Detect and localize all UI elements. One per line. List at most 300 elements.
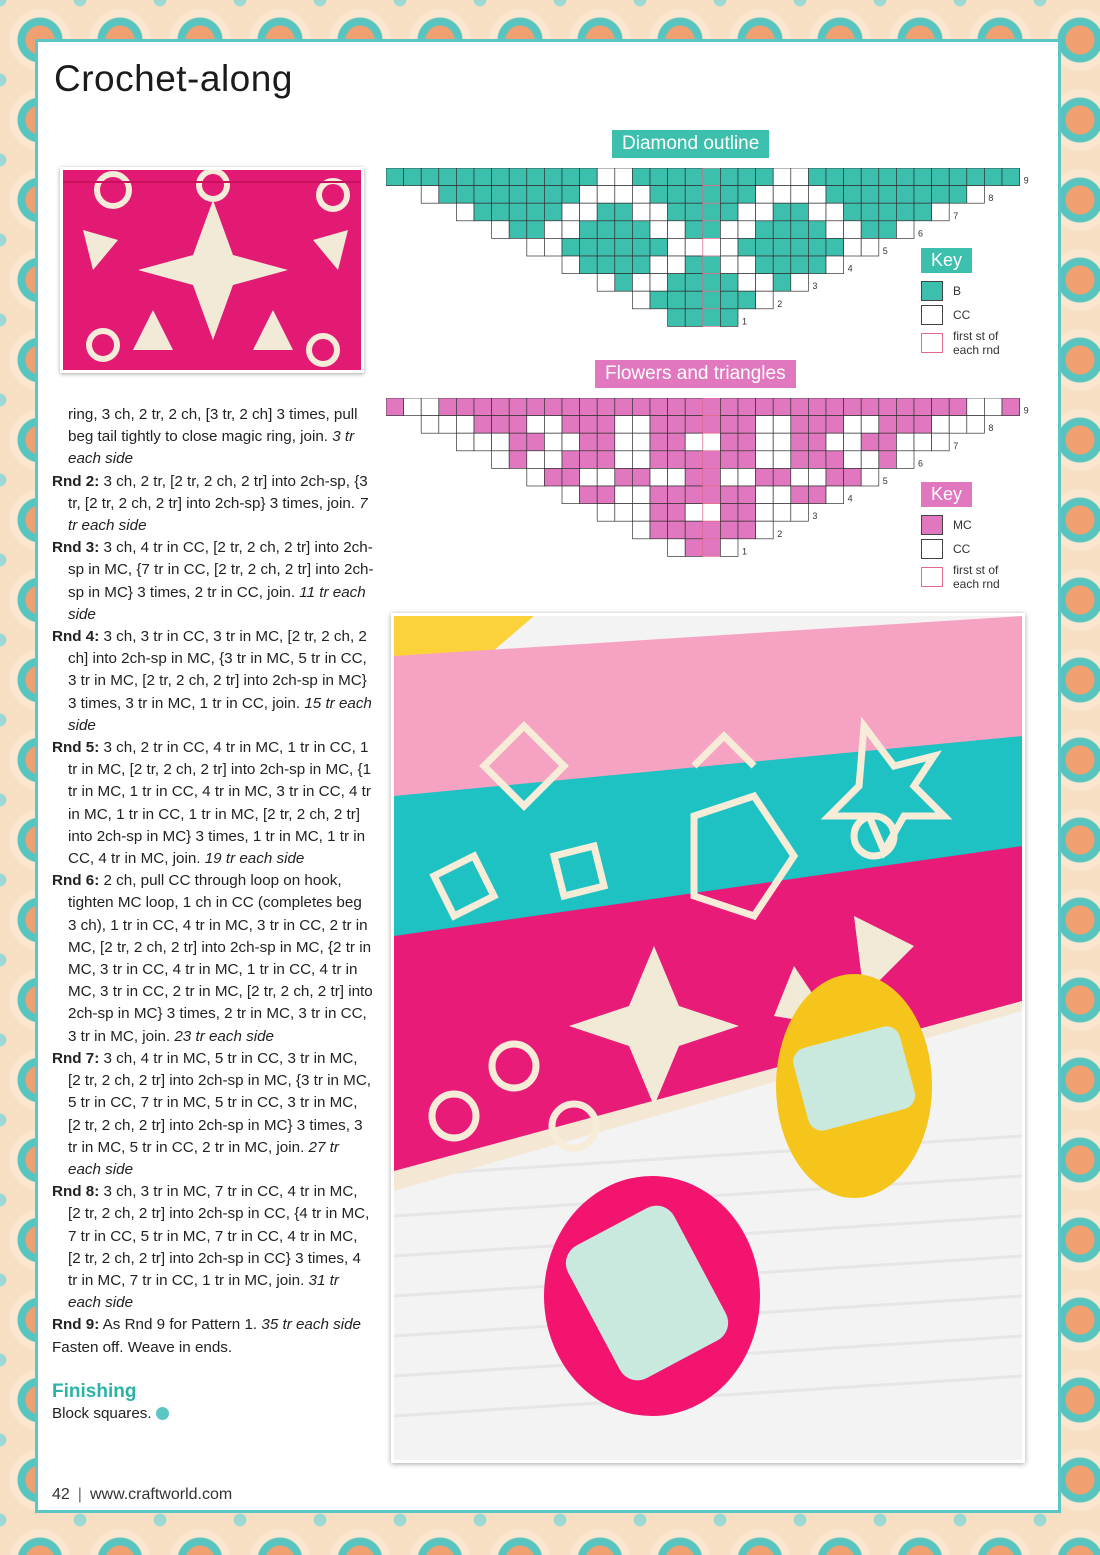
chart-cell bbox=[720, 238, 738, 256]
chart-cell bbox=[509, 221, 527, 239]
chart-cell bbox=[439, 398, 457, 416]
chart-cell bbox=[1002, 398, 1020, 416]
chart-cell bbox=[808, 398, 826, 416]
chart-cell bbox=[896, 168, 914, 186]
chart-cell bbox=[597, 433, 615, 451]
chart-cell bbox=[932, 398, 950, 416]
flowers-chart-title: Flowers and triangles bbox=[595, 360, 796, 388]
chart-cell bbox=[738, 291, 756, 309]
chart-cell bbox=[456, 433, 474, 451]
chart-cell bbox=[844, 416, 862, 434]
chart-cell bbox=[597, 451, 615, 469]
round-text: 2 ch, pull CC through loop on hook, tighten MC loop, 1 ch in CC (completes beg 3 ch), 1 tr in CC, 4 tr in MC, 3 tr in CC, 2 tr in MC, [2 tr, 2 ch, 2 tr] into 2ch-sp in MC, {2 tr in MC, 3 tr in CC, 4 tr in MC, 1 tr in CC, 4 tr in MC, 3 tr in CC, 2 tr in MC, [2 tr, 2 ch, 2 tr] into 2ch-sp in MC} 3 times, 2 tr in MC, 3 tr in CC, 3 tr in MC, join. bbox=[68, 872, 373, 1045]
chart-cell bbox=[808, 433, 826, 451]
chart-cell bbox=[720, 291, 738, 309]
chart-cell bbox=[720, 274, 738, 292]
round-number-label: 6 bbox=[918, 228, 924, 239]
chart-cell bbox=[650, 398, 668, 416]
chart-cell bbox=[791, 221, 809, 239]
round-note: 19 tr each side bbox=[204, 850, 305, 868]
chart-cell bbox=[668, 186, 686, 204]
round-note: 27 tr each side bbox=[68, 1138, 339, 1178]
round-label: Rnd 7: bbox=[52, 1049, 100, 1067]
chart-cell bbox=[756, 398, 774, 416]
chart-cell bbox=[685, 468, 703, 486]
chart-cell bbox=[738, 238, 756, 256]
key-label: first st of each rnd bbox=[953, 329, 1000, 357]
chart-cell bbox=[580, 398, 598, 416]
chart-cell bbox=[879, 398, 897, 416]
swatch-b bbox=[921, 281, 943, 301]
chart-cell bbox=[527, 433, 545, 451]
chart-cell bbox=[703, 238, 721, 256]
chart-cell bbox=[826, 486, 844, 504]
chart-cell bbox=[773, 468, 791, 486]
chart-cell bbox=[879, 203, 897, 221]
round-label: Rnd 4: bbox=[52, 628, 100, 646]
chart-cell bbox=[703, 221, 721, 239]
chart-cell bbox=[808, 451, 826, 469]
chart-cell bbox=[685, 274, 703, 292]
chart-cell bbox=[861, 398, 879, 416]
chart-cell bbox=[668, 468, 686, 486]
chart-cell bbox=[932, 203, 950, 221]
chart-cell bbox=[791, 486, 809, 504]
chart-cell bbox=[668, 539, 686, 557]
chart-cell bbox=[421, 416, 439, 434]
key-label: CC bbox=[953, 542, 971, 556]
chart-cell bbox=[791, 416, 809, 434]
chart-cell bbox=[984, 398, 1002, 416]
chart-cell bbox=[615, 203, 633, 221]
chart-cell bbox=[597, 256, 615, 274]
chart-cell bbox=[562, 433, 580, 451]
chart-cell bbox=[615, 451, 633, 469]
chart-cell bbox=[597, 221, 615, 239]
chart-cell bbox=[738, 486, 756, 504]
chart-cell bbox=[791, 203, 809, 221]
finishing-text bbox=[52, 1403, 374, 1425]
chart-cell bbox=[615, 416, 633, 434]
chart-cell bbox=[826, 256, 844, 274]
chart-cell bbox=[808, 256, 826, 274]
chart-cell bbox=[808, 468, 826, 486]
chart-cell bbox=[861, 468, 879, 486]
round-number-label: 6 bbox=[918, 458, 924, 469]
chart-cell bbox=[720, 203, 738, 221]
chart-cell bbox=[896, 433, 914, 451]
chart-cell bbox=[439, 416, 457, 434]
chart-cell bbox=[492, 433, 510, 451]
chart-cell bbox=[632, 168, 650, 186]
chart-cell bbox=[650, 521, 668, 539]
swatch-first-st bbox=[921, 567, 943, 587]
chart-cell bbox=[756, 274, 774, 292]
chart-cell bbox=[914, 186, 932, 204]
chart-cell bbox=[615, 486, 633, 504]
chart-cell bbox=[509, 433, 527, 451]
chart-cell bbox=[615, 186, 633, 204]
chart-cell bbox=[562, 203, 580, 221]
chart-cell bbox=[492, 186, 510, 204]
chart-cell bbox=[650, 504, 668, 522]
chart-cell bbox=[932, 433, 950, 451]
chart-cell bbox=[949, 186, 967, 204]
chart-cell bbox=[421, 186, 439, 204]
round-instruction bbox=[52, 737, 374, 870]
chart-cell bbox=[738, 168, 756, 186]
finishing-body: Block squares. bbox=[52, 1404, 152, 1422]
chart-cell bbox=[914, 168, 932, 186]
chart-cell bbox=[791, 433, 809, 451]
chart-cell bbox=[650, 186, 668, 204]
chart-cell bbox=[826, 416, 844, 434]
chart-cell bbox=[597, 238, 615, 256]
chart-cell bbox=[685, 539, 703, 557]
chart-cell bbox=[650, 168, 668, 186]
chart-cell bbox=[773, 416, 791, 434]
round-number-label: 9 bbox=[1023, 405, 1029, 416]
chart-cell bbox=[668, 256, 686, 274]
chart-cell bbox=[703, 486, 721, 504]
chart-cell bbox=[738, 186, 756, 204]
round-text: 3 ch, 4 tr in CC, [2 tr, 2 ch, 2 tr] into 2ch-sp in MC, {7 tr in CC, [2 tr, 2 ch, 2 tr] into 2ch-sp in MC} 3 times, 2 tr in CC, join. bbox=[68, 539, 374, 601]
chart-cell bbox=[474, 186, 492, 204]
footer-separator: | bbox=[77, 1486, 82, 1503]
swatch-cc bbox=[921, 305, 943, 325]
chart-cell bbox=[826, 186, 844, 204]
chart-cell bbox=[861, 451, 879, 469]
chart-cell bbox=[896, 398, 914, 416]
chart-cell bbox=[808, 186, 826, 204]
chart-cell bbox=[791, 468, 809, 486]
chart-cell bbox=[597, 203, 615, 221]
chart-cell bbox=[439, 168, 457, 186]
chart-cell bbox=[527, 468, 545, 486]
chart-cell bbox=[650, 291, 668, 309]
chart-cell bbox=[756, 186, 774, 204]
chart-cell bbox=[474, 203, 492, 221]
website-link[interactable]: www.craftworld.com bbox=[89, 1486, 233, 1503]
chart-cell bbox=[650, 238, 668, 256]
chart-cell bbox=[826, 221, 844, 239]
chart-cell bbox=[720, 256, 738, 274]
chart-cell bbox=[580, 486, 598, 504]
round-number-label: 3 bbox=[812, 281, 818, 292]
chart-cell bbox=[720, 186, 738, 204]
round-number-label: 3 bbox=[812, 511, 818, 522]
chart-cell bbox=[703, 451, 721, 469]
chart-cell bbox=[509, 416, 527, 434]
chart-cell bbox=[967, 168, 985, 186]
chart-cell bbox=[808, 416, 826, 434]
chart-cell bbox=[544, 398, 562, 416]
chart-cell bbox=[580, 256, 598, 274]
round-note: 23 tr each side bbox=[174, 1027, 274, 1045]
chart-cell bbox=[685, 416, 703, 434]
chart-cell bbox=[632, 238, 650, 256]
chart-cell bbox=[650, 416, 668, 434]
key-label: first st of each rnd bbox=[953, 563, 1000, 591]
round-number-label: 7 bbox=[953, 210, 959, 221]
chart-cell bbox=[949, 416, 967, 434]
page-number: 42 bbox=[52, 1486, 70, 1503]
chart-cell bbox=[544, 468, 562, 486]
round-label: Rnd 5: bbox=[52, 739, 100, 757]
chart-cell bbox=[844, 433, 862, 451]
chart-cell bbox=[632, 291, 650, 309]
round-text: 3 ch, 2 tr, [2 tr, 2 ch, 2 tr] into 2ch-sp, {3 tr, [2 tr, 2 ch, 2 tr] into 2ch-sp} 3 times, join. bbox=[68, 472, 368, 512]
chart-cell bbox=[844, 186, 862, 204]
chart-cell bbox=[756, 433, 774, 451]
chart-cell bbox=[632, 221, 650, 239]
chart-cell bbox=[439, 186, 457, 204]
page-footer bbox=[52, 1486, 232, 1504]
round-number-label: 5 bbox=[882, 476, 888, 486]
chart-cell bbox=[685, 504, 703, 522]
chart-cell bbox=[738, 468, 756, 486]
chart-cell bbox=[844, 398, 862, 416]
chart-cell bbox=[685, 309, 703, 327]
chart-cell bbox=[703, 291, 721, 309]
chart-cell bbox=[685, 186, 703, 204]
chart-cell bbox=[544, 238, 562, 256]
chart-cell bbox=[756, 221, 774, 239]
chart-cell bbox=[720, 451, 738, 469]
round-instruction bbox=[52, 471, 374, 538]
chart-cell bbox=[615, 274, 633, 292]
chart-cell bbox=[597, 468, 615, 486]
chart-cell bbox=[773, 274, 791, 292]
chart-cell bbox=[562, 186, 580, 204]
round-text: 3 ch, 2 tr in CC, 4 tr in MC, 1 tr in CC, 1 tr in MC, [2 tr, 2 ch, 2 tr] into 2ch-sp in MC, {1 tr in MC, 1 tr in CC, 4 tr in MC, 3 tr in CC, 4 tr in MC, 1 tr in CC, 1 tr in MC, [2 tr, 2 ch, 2 tr] into 2ch-sp in MC} 3 times, 1 tr in MC, 1 tr in CC, 4 tr in MC, join. bbox=[68, 739, 372, 868]
chart-cell bbox=[896, 203, 914, 221]
chart-cell bbox=[808, 486, 826, 504]
chart-cell bbox=[703, 203, 721, 221]
chart-cell bbox=[562, 486, 580, 504]
chart-cell bbox=[650, 486, 668, 504]
chart-cell bbox=[932, 186, 950, 204]
chart-cell bbox=[791, 398, 809, 416]
chart-cell bbox=[421, 398, 439, 416]
chart-cell bbox=[720, 539, 738, 557]
chart-cell bbox=[492, 221, 510, 239]
chart-cell bbox=[580, 168, 598, 186]
chart-cell bbox=[703, 539, 721, 557]
key-title: Key bbox=[921, 482, 972, 507]
round-instruction bbox=[52, 870, 374, 1048]
chart-cell bbox=[685, 451, 703, 469]
chart-cell bbox=[879, 221, 897, 239]
chart-cell bbox=[791, 168, 809, 186]
chart-cell bbox=[527, 203, 545, 221]
chart-cell bbox=[720, 468, 738, 486]
chart-cell bbox=[544, 186, 562, 204]
chart-cell bbox=[703, 433, 721, 451]
chart-cell bbox=[632, 203, 650, 221]
chart-cell bbox=[720, 168, 738, 186]
chart-cell bbox=[756, 203, 774, 221]
chart-cell bbox=[808, 168, 826, 186]
chart-cell bbox=[562, 451, 580, 469]
chart-cell bbox=[685, 291, 703, 309]
chart-cell bbox=[668, 203, 686, 221]
chart-cell bbox=[949, 168, 967, 186]
chart-cell bbox=[650, 451, 668, 469]
chart-cell bbox=[650, 468, 668, 486]
chart-cell bbox=[597, 186, 615, 204]
round-number-label: 9 bbox=[1023, 175, 1029, 186]
chart-cell bbox=[615, 238, 633, 256]
chart-cell bbox=[773, 451, 791, 469]
chart-cell bbox=[720, 398, 738, 416]
chart-cell bbox=[615, 256, 633, 274]
pattern-instructions bbox=[52, 404, 374, 1425]
chart-cell bbox=[756, 291, 774, 309]
chart-cell bbox=[650, 433, 668, 451]
chart-cell bbox=[562, 468, 580, 486]
chart-cell bbox=[756, 451, 774, 469]
chart-cell bbox=[668, 521, 686, 539]
round-number-label: 8 bbox=[988, 423, 994, 434]
chart-cell bbox=[562, 238, 580, 256]
chart-cell bbox=[615, 221, 633, 239]
chart-cell bbox=[720, 416, 738, 434]
chart-cell bbox=[527, 416, 545, 434]
yarn-ball-icon bbox=[156, 1407, 169, 1420]
round-text: 3 ch, 4 tr in MC, 5 tr in CC, 3 tr in MC, [2 tr, 2 ch, 2 tr] into 2ch-sp in MC, {3 tr in MC, 5 tr in CC, 7 tr in MC, 5 tr in CC, 3 tr in MC, [2 tr, 2 ch, 2 tr] into 2ch-sp in MC} 3 times, 3 tr in MC, 5 tr in CC, 2 tr in MC, join. bbox=[68, 1049, 372, 1156]
chart-cell bbox=[580, 186, 598, 204]
chart-cell bbox=[844, 238, 862, 256]
intro-paragraph bbox=[52, 404, 374, 471]
chart-cell bbox=[668, 504, 686, 522]
chart-cell bbox=[527, 238, 545, 256]
chart-cell bbox=[861, 186, 879, 204]
chart-cell bbox=[738, 451, 756, 469]
chart-cell bbox=[421, 168, 439, 186]
chart-cell bbox=[474, 398, 492, 416]
chart-cell bbox=[826, 433, 844, 451]
chart-cell bbox=[773, 433, 791, 451]
chart-cell bbox=[844, 468, 862, 486]
round-label: Rnd 8: bbox=[52, 1183, 100, 1201]
chart-cell bbox=[773, 486, 791, 504]
chart-cell bbox=[967, 186, 985, 204]
round-instruction bbox=[52, 537, 374, 626]
chart-cell bbox=[527, 168, 545, 186]
chart-cell bbox=[703, 398, 721, 416]
chart-cell bbox=[844, 451, 862, 469]
chart-cell bbox=[703, 504, 721, 522]
round-note: 35 tr each side bbox=[261, 1316, 361, 1334]
chart-cell bbox=[773, 221, 791, 239]
chart-cell bbox=[773, 398, 791, 416]
blanket-photo bbox=[391, 613, 1025, 1463]
fasten-off: Fasten off. Weave in ends. bbox=[52, 1338, 233, 1356]
chart-cell bbox=[879, 186, 897, 204]
chart-cell bbox=[632, 274, 650, 292]
chart-cell bbox=[879, 416, 897, 434]
chart-cell bbox=[474, 168, 492, 186]
chart-cell bbox=[756, 468, 774, 486]
chart-cell bbox=[456, 398, 474, 416]
chart-cell bbox=[668, 309, 686, 327]
chart-cell bbox=[1002, 168, 1020, 186]
chart-cell bbox=[632, 521, 650, 539]
chart-cell bbox=[632, 186, 650, 204]
key-label: B bbox=[953, 284, 962, 298]
chart-cell bbox=[668, 291, 686, 309]
chart-cell bbox=[896, 221, 914, 239]
chart-cell bbox=[720, 221, 738, 239]
chart-cell bbox=[527, 186, 545, 204]
chart-cell bbox=[791, 256, 809, 274]
chart-cell bbox=[703, 416, 721, 434]
crochet-square-photo bbox=[60, 167, 364, 373]
flowers-key bbox=[921, 482, 1023, 595]
finishing-heading: Finishing bbox=[52, 1380, 137, 1402]
swatch-cc bbox=[921, 539, 943, 559]
chart-cell bbox=[738, 256, 756, 274]
chart-cell bbox=[685, 238, 703, 256]
chart-cell bbox=[896, 186, 914, 204]
round-text: 3 ch, 3 tr in CC, 3 tr in MC, [2 tr, 2 ch, 2 ch] into 2ch-sp in MC, {3 tr in MC, 5 tr in CC, 3 tr in MC, [2 tr, 2 ch, 2 tr] into 2ch-sp in MC} 3 times, 3 tr in MC, 1 tr in CC, join. bbox=[68, 628, 367, 712]
chart-cell bbox=[562, 168, 580, 186]
round-instruction bbox=[52, 1181, 374, 1314]
chart-cell bbox=[738, 398, 756, 416]
chart-cell bbox=[597, 486, 615, 504]
chart-cell bbox=[914, 398, 932, 416]
chart-cell bbox=[597, 504, 615, 522]
chart-cell bbox=[668, 416, 686, 434]
chart-cell bbox=[597, 398, 615, 416]
chart-cell bbox=[914, 203, 932, 221]
chart-cell bbox=[492, 451, 510, 469]
chart-cell bbox=[527, 221, 545, 239]
chart-cell bbox=[826, 451, 844, 469]
chart-cell bbox=[756, 238, 774, 256]
chart-cell bbox=[597, 416, 615, 434]
chart-cell bbox=[650, 221, 668, 239]
chart-cell bbox=[773, 168, 791, 186]
chart-cell bbox=[509, 398, 527, 416]
chart-cell bbox=[456, 416, 474, 434]
chart-cell bbox=[844, 168, 862, 186]
chart-cell bbox=[668, 274, 686, 292]
chart-cell bbox=[668, 168, 686, 186]
chart-cell bbox=[386, 398, 404, 416]
round-number-label: 2 bbox=[777, 528, 783, 539]
chart-cell bbox=[844, 221, 862, 239]
chart-cell bbox=[527, 451, 545, 469]
chart-cell bbox=[914, 433, 932, 451]
chart-cell bbox=[896, 451, 914, 469]
chart-cell bbox=[808, 221, 826, 239]
chart-cell bbox=[791, 274, 809, 292]
chart-cell bbox=[527, 398, 545, 416]
chart-cell bbox=[738, 433, 756, 451]
chart-cell bbox=[650, 274, 668, 292]
chart-cell bbox=[826, 203, 844, 221]
chart-cell bbox=[544, 433, 562, 451]
intro-text: ring, 3 ch, 2 tr, 2 ch, [3 tr, 2 ch] 3 times, pull beg tail tightly to close magic ring, join. bbox=[68, 406, 358, 446]
chart-cell bbox=[826, 238, 844, 256]
chart-cell bbox=[826, 398, 844, 416]
round-instruction bbox=[52, 1314, 374, 1336]
chart-cell bbox=[914, 416, 932, 434]
chart-cell bbox=[386, 168, 404, 186]
chart-cell bbox=[685, 221, 703, 239]
